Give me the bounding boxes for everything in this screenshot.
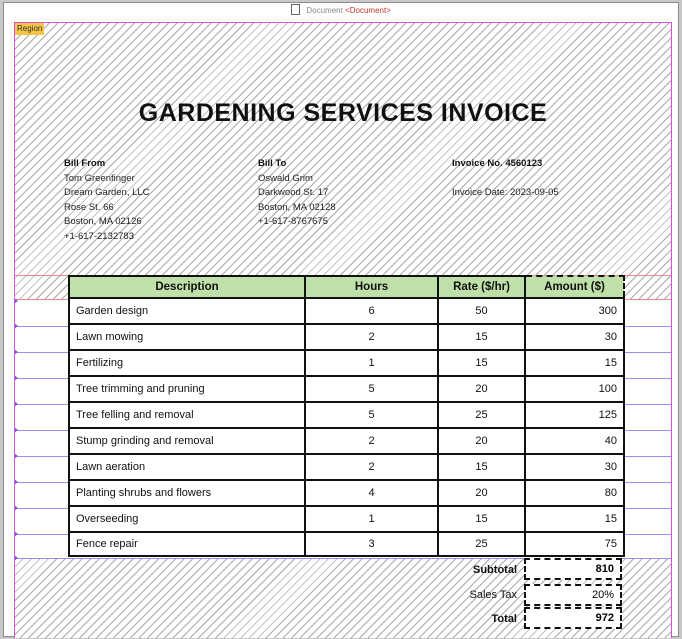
table-row — [69, 454, 624, 480]
cell-hours: 2 — [305, 428, 438, 454]
cell-hours: 5 — [305, 402, 438, 428]
cell-description: Tree trimming and pruning — [69, 376, 305, 402]
cell-amount: 300 — [525, 298, 624, 324]
document-label: Document — [306, 6, 343, 15]
header-hours: Hours — [305, 276, 438, 298]
table-row — [69, 298, 624, 324]
cell-description: Planting shrubs and flowers — [69, 480, 305, 506]
bill-from-phone: +1-617-2132783 — [64, 230, 134, 242]
guide-arrow-icon[interactable] — [14, 531, 18, 537]
cell-hours: 2 — [305, 454, 438, 480]
cell-rate: 20 — [438, 376, 525, 402]
cell-hours: 6 — [305, 298, 438, 324]
invoice-date: Invoice Date: 2023-09-05 — [452, 186, 559, 198]
header-amount: Amount ($) — [525, 276, 624, 298]
cell-description: Garden design — [69, 298, 305, 324]
subtotal-value: 810 — [524, 558, 622, 580]
guide-arrow-icon[interactable] — [14, 323, 18, 329]
sales-tax-value: 20% — [524, 584, 622, 606]
table-row — [69, 532, 624, 556]
header-description: Description — [69, 276, 305, 298]
cell-amount: 40 — [525, 428, 624, 454]
bill-from-name: Tom Greenfinger — [64, 172, 135, 184]
cell-amount: 75 — [525, 532, 624, 556]
table-row — [69, 402, 624, 428]
guide-arrow-icon[interactable] — [14, 401, 18, 407]
cell-rate: 15 — [438, 350, 525, 376]
guide-arrow-icon[interactable] — [14, 427, 18, 433]
cell-rate: 15 — [438, 324, 525, 350]
bill-to-block — [258, 157, 336, 230]
document-canvas — [3, 2, 679, 637]
invoice-title: GARDENING SERVICES INVOICE — [138, 99, 548, 127]
cell-hours: 2 — [305, 324, 438, 350]
invoice-number: Invoice No. 4560123 — [452, 158, 543, 169]
total-value: 972 — [524, 607, 622, 629]
cell-amount: 80 — [525, 480, 624, 506]
bill-to-city: Boston, MA 02128 — [258, 201, 336, 213]
guide-arrow-icon[interactable] — [14, 479, 18, 485]
guide-arrow-icon[interactable] — [14, 453, 18, 459]
guide-arrow-icon[interactable] — [14, 298, 18, 304]
bill-to-street: Darkwood St. 17 — [258, 187, 329, 198]
bill-from-street: Rose St. 66 — [64, 201, 114, 213]
region-tag[interactable]: Region — [17, 24, 43, 33]
cell-description: Stump grinding and removal — [69, 428, 305, 454]
guide-arrow-icon[interactable] — [14, 349, 18, 355]
bill-from-company: Dream Garden, LLC — [64, 187, 150, 198]
header-rate: Rate ($/hr) — [438, 276, 525, 298]
table-row — [69, 480, 624, 506]
bill-to-name: Oswald Grim — [258, 172, 313, 184]
table-row — [69, 350, 624, 376]
region-area[interactable] — [14, 22, 672, 638]
invoice-items-table — [68, 275, 625, 557]
cell-amount: 125 — [525, 402, 624, 428]
cell-description: Fertilizing — [69, 350, 305, 376]
cell-amount: 100 — [525, 376, 624, 402]
cell-amount: 15 — [525, 350, 624, 376]
cell-rate: 20 — [438, 428, 525, 454]
total-label: Total — [491, 613, 517, 625]
cell-description: Tree felling and removal — [69, 402, 305, 428]
cell-rate: 15 — [438, 506, 525, 532]
sales-tax-label: Sales Tax — [469, 589, 517, 601]
guide-arrow-icon[interactable] — [14, 375, 18, 381]
cell-amount: 15 — [525, 506, 624, 532]
table-row — [69, 376, 624, 402]
cell-hours: 3 — [305, 532, 438, 556]
guide-arrow-icon[interactable] — [14, 505, 18, 511]
cell-hours: 4 — [305, 480, 438, 506]
document-label-bar — [4, 3, 678, 19]
cell-description: Overseeding — [69, 506, 305, 532]
guide-arrow-icon[interactable] — [14, 555, 18, 561]
table-header-row — [69, 276, 624, 298]
bill-from-city: Boston, MA 02126 — [64, 216, 142, 227]
cell-rate: 20 — [438, 480, 525, 506]
cell-description: Lawn mowing — [69, 324, 305, 350]
table-row — [69, 506, 624, 532]
cell-rate: 25 — [438, 402, 525, 428]
cell-rate: 50 — [438, 298, 525, 324]
document-icon — [291, 4, 300, 15]
cell-rate: 15 — [438, 454, 525, 480]
bill-from-heading: Bill From — [64, 158, 106, 169]
cell-description: Lawn aeration — [69, 454, 305, 480]
cell-hours: 1 — [305, 350, 438, 376]
cell-hours: 5 — [305, 376, 438, 402]
cell-amount: 30 — [525, 454, 624, 480]
bill-to-heading: Bill To — [258, 158, 287, 169]
table-row — [69, 324, 624, 350]
bill-from-block — [64, 157, 150, 244]
invoice-meta-block — [452, 157, 559, 200]
cell-rate: 25 — [438, 532, 525, 556]
bill-to-phone: +1-617-8767675 — [258, 216, 328, 227]
table-row — [69, 428, 624, 454]
subtotal-label: Subtotal — [473, 564, 517, 576]
cell-amount: 30 — [525, 324, 624, 350]
document-tag: <Document> — [345, 6, 391, 15]
cell-description: Fence repair — [69, 532, 305, 556]
cell-hours: 1 — [305, 506, 438, 532]
